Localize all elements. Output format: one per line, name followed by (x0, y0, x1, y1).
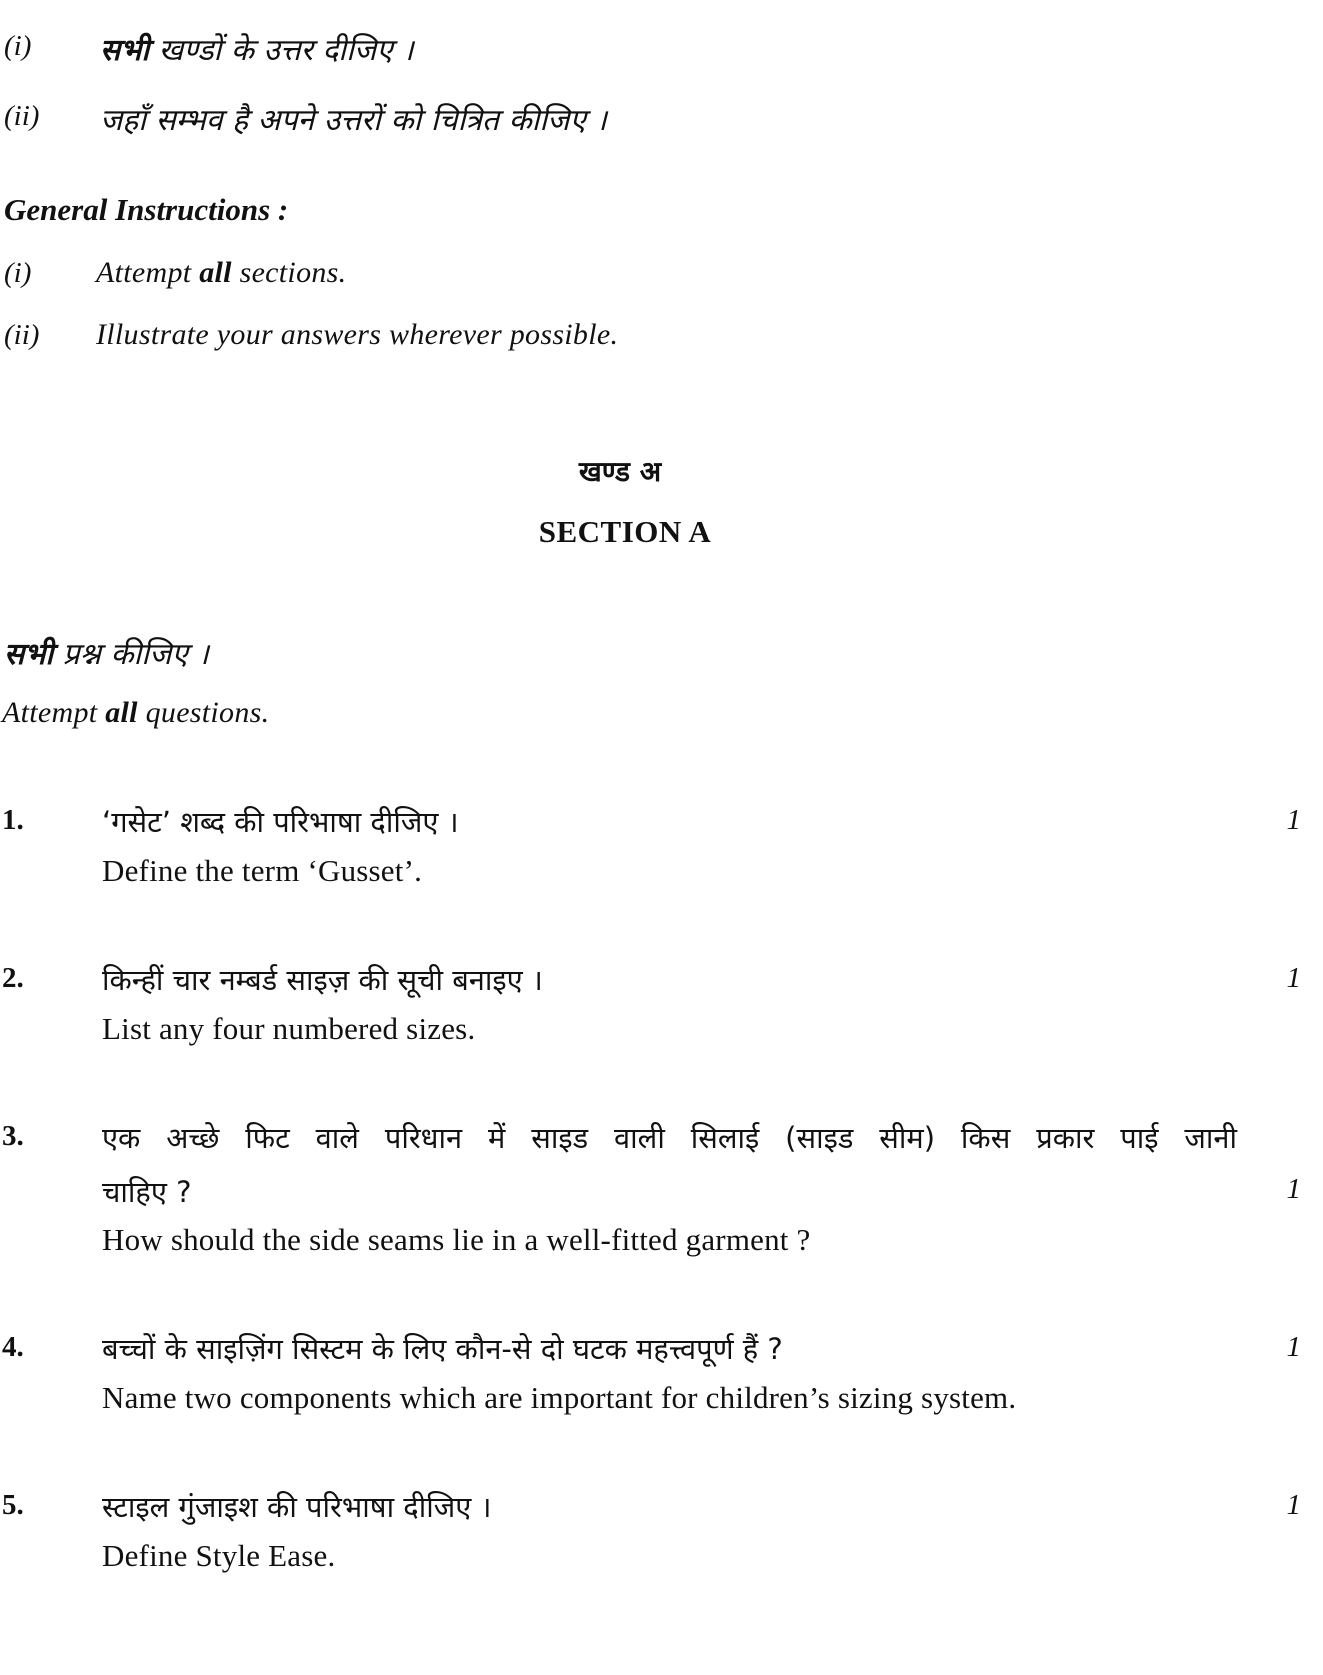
instruction-rest: खण्डों के उत्तर दीजिए । (149, 33, 414, 68)
section-title-hindi: खण्ड अ (578, 455, 662, 488)
instruction-pre: Attempt (96, 256, 200, 289)
instruction-bold: सभी (4, 637, 54, 672)
instruction-number: (i) (4, 257, 32, 289)
question-english: Name two components which are important for children’s sizing system. (102, 1380, 1017, 1415)
instruction-rest: प्रश्न कीजिए । (53, 637, 209, 672)
instruction-text (96, 256, 346, 290)
instruction-bold: all (199, 256, 232, 289)
question-marks: 1 (1286, 962, 1301, 994)
instruction-text (100, 28, 414, 69)
question-hindi: बच्चों के साइज़िंग सिस्टम के लिए कौन-से दो घटक महत्त्वपूर्ण हैं ? (102, 1332, 783, 1366)
instruction-post: sections. (231, 256, 347, 289)
instruction-pre: Attempt (2, 696, 106, 729)
question-english: List any four numbered sizes. (102, 1011, 476, 1046)
question-marks: 1 (1286, 1173, 1301, 1205)
question-marks: 1 (1286, 804, 1301, 836)
question-number: 3. (2, 1120, 24, 1152)
question-marks: 1 (1286, 1489, 1301, 1521)
instruction-number: (ii) (4, 319, 40, 351)
question-number: 5. (2, 1489, 24, 1521)
instruction-post: questions. (137, 696, 270, 729)
instruction-text: जहाँ सम्भव है अपने उत्तरों को चित्रित कीजिए । (100, 103, 607, 138)
general-instructions-heading: General Instructions : (4, 192, 289, 227)
instruction-text: Illustrate your answers wherever possible. (96, 318, 619, 351)
section-instruction-hindi (4, 632, 209, 673)
section-instruction-english (2, 696, 269, 730)
question-hindi: एक अच्छे फिट वाले परिधान में साइड वाली सिलाई (साइड सीम) किस प्रकार पाई जानी (102, 1121, 1237, 1155)
instruction-number: (ii) (4, 100, 40, 132)
instruction-bold: all (105, 696, 138, 729)
instruction-number: (i) (4, 30, 32, 62)
question-marks: 1 (1286, 1331, 1301, 1363)
question-hindi: किन्हीं चार नम्बर्ड साइज़ की सूची बनाइए । (102, 963, 543, 997)
section-title-english: SECTION A (538, 514, 712, 549)
instruction-bold: सभी (100, 33, 150, 68)
question-english: Define Style Ease. (102, 1538, 336, 1573)
question-hindi: ‘गसेट’ शब्द की परिभाषा दीजिए । (102, 805, 459, 839)
question-number: 4. (2, 1331, 24, 1363)
question-number: 1. (2, 804, 24, 836)
question-hindi: स्टाइल गुंजाइश की परिभाषा दीजिए । (102, 1490, 492, 1524)
question-english: How should the side seams lie in a well-fitted garment ? (102, 1222, 811, 1257)
question-english: Define the term ‘Gusset’. (102, 853, 423, 888)
question-number: 2. (2, 962, 24, 994)
question-hindi-continued: चाहिए ? (102, 1175, 192, 1209)
